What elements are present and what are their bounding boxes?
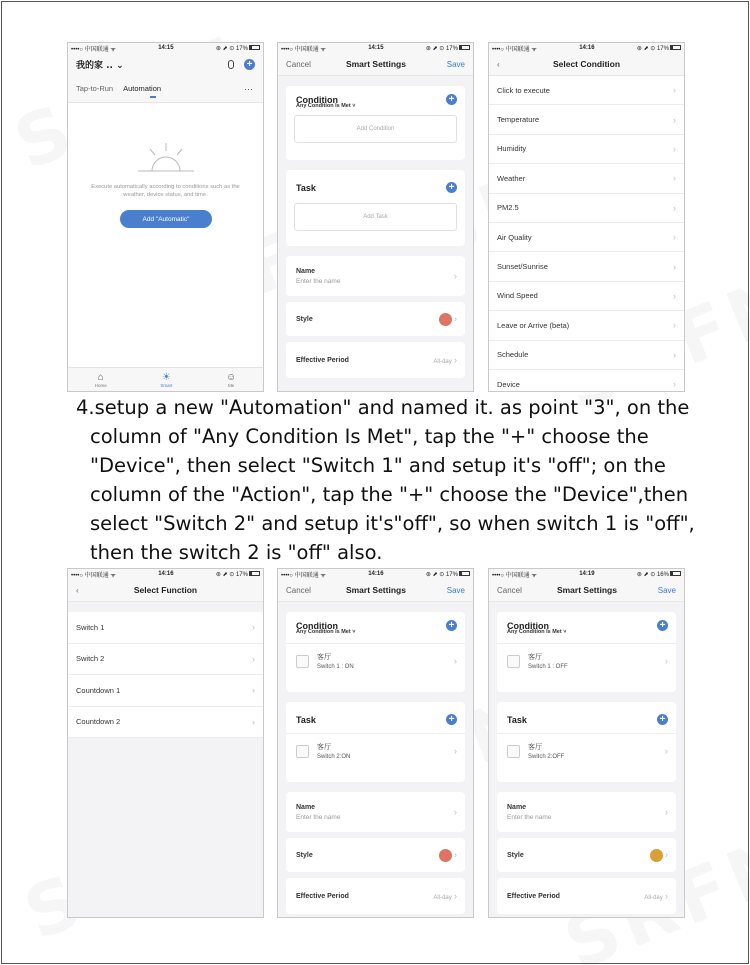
screen-select-function [67,568,264,918]
function-item-label: Switch 1 [76,622,105,632]
battery-icon [670,571,681,576]
battery-icon [459,571,470,576]
chevron-right-icon: › [665,746,668,756]
name-placeholder: Enter the name [507,813,552,821]
chevron-right-icon: › [673,85,676,96]
period-label: Effective Period [296,892,349,900]
chevron-right-icon: › [454,807,457,817]
instruction-line: select "Switch 2" and setup it's"off", so when switch 1 is "off", [90,512,695,535]
style-color-swatch [650,849,663,862]
device-state: Switch 1 : OFF [528,664,568,670]
name-placeholder: Enter the name [296,277,341,285]
condition-mode-selector[interactable]: Any Condition Is Met ˅ [296,629,356,635]
chevron-right-icon: › [454,355,457,365]
navbar [489,579,684,602]
period-value: All-day [433,359,452,365]
status-icons: ⊛ ⬈ ⊙ 17% [215,571,248,578]
period-label: Effective Period [507,892,560,900]
chevron-right-icon: › [665,807,668,817]
chevron-right-icon: › [673,320,676,331]
name-field[interactable] [286,792,465,832]
save-button[interactable]: Save [446,585,465,595]
tab-indicator [150,96,156,98]
function-item-row[interactable] [68,644,263,676]
status-bar [68,569,263,579]
device-icon [507,745,520,758]
add-automatic-button[interactable]: Add "Automatic" [120,210,212,228]
condition-item-row[interactable] [489,105,684,134]
battery-icon [249,571,260,576]
task-title: Task [296,714,316,725]
task-card [497,702,676,782]
carrier-text: ••••○ 中国联通 ᯤ [71,46,116,53]
task-device-row[interactable] [286,733,465,768]
effective-period-field[interactable] [497,878,676,914]
save-button[interactable]: Save [446,59,465,69]
nav-home[interactable] [95,372,107,388]
name-label: Name [507,803,527,811]
chevron-right-icon: › [673,232,676,243]
add-task-button[interactable]: Add Task [294,203,457,231]
status-icons: ⊛ ⬈ ⊙ 17% [425,45,458,52]
instruction-text [76,393,726,567]
empty-state [68,103,263,368]
empty-state-text: Execute automatically according to conditions such as the weather, device status, and time. [91,184,240,198]
function-item-label: Switch 2 [76,654,105,664]
status-bar [68,43,263,53]
battery-icon [670,45,681,50]
condition-item-row[interactable] [489,252,684,281]
carrier-text: ••••○ 中国联通 ᯤ [492,46,537,53]
carrier-text: ••••○ 中国联通 ᯤ [281,46,326,53]
save-button[interactable]: Save [657,585,676,595]
status-icons: ⊛ ⬈ ⊙ 17% [215,45,248,52]
more-icon[interactable]: ··· [244,83,253,94]
style-field[interactable] [286,838,465,872]
chevron-right-icon: › [673,114,676,125]
condition-item-label: Temperature [497,115,540,125]
style-label: Style [507,851,524,859]
chevron-right-icon: › [454,313,457,324]
device-state: Switch 2:OFF [528,754,565,760]
function-item-label: Countdown 1 [76,685,121,695]
screen-automation-empty [67,42,264,392]
status-time: 14:16 [579,45,595,51]
me-icon: ☺ [225,371,237,383]
status-icons: ⊛ ⬈ ⊙ 17% [425,571,458,578]
condition-item-row[interactable] [489,341,684,370]
smart-icon: ☀ [161,371,171,383]
condition-item-label: PM2.5 [497,203,519,213]
device-state: Switch 2:ON [317,754,351,760]
status-icons: ⊛ ⬈ ⊙ 16% [636,571,669,578]
chevron-right-icon: › [252,716,255,727]
page-title: Smart Settings [345,585,406,595]
function-item-row[interactable] [68,675,263,707]
add-task-icon[interactable]: + [446,182,457,193]
cancel-button[interactable]: Cancel [286,585,311,595]
name-field[interactable] [497,792,676,832]
screen-select-condition [488,42,685,392]
condition-card [497,612,676,692]
chevron-right-icon: › [454,656,457,666]
chevron-right-icon: › [665,849,668,860]
instruction-line: "Device", then select "Switch 1" and setup it's "off"; on the [90,454,666,477]
sunrise-icon [136,139,196,175]
bottom-nav [68,367,263,391]
screen-smart-settings-on [277,568,474,918]
condition-item-row[interactable] [489,164,684,193]
style-field[interactable] [497,838,676,872]
nav-smart[interactable] [160,372,172,388]
condition-item-label: Humidity [497,144,527,154]
condition-item-row[interactable] [489,282,684,311]
chevron-right-icon: › [252,685,255,696]
chevron-right-icon: › [673,202,676,213]
style-color-swatch [439,849,452,862]
task-device-row[interactable] [497,733,676,768]
chevron-right-icon: › [252,622,255,633]
page-title: Smart Settings [556,585,617,595]
task-card [286,170,465,246]
battery-icon [459,45,470,50]
navbar [278,579,473,602]
condition-item-label: Leave or Arrive (beta) [497,320,570,330]
chevron-right-icon: › [673,290,676,301]
status-time: 14:16 [368,571,384,577]
navbar [489,53,684,76]
device-name: 客厅 [528,653,542,661]
nav-me-label: Me [227,382,235,388]
condition-item-row[interactable] [489,194,684,223]
chevron-right-icon: › [673,379,676,390]
page-title: Smart Settings [345,59,406,69]
chevron-right-icon: › [673,349,676,360]
add-task-icon[interactable]: + [657,714,668,725]
chevron-right-icon: › [454,271,457,281]
name-label: Name [296,803,316,811]
condition-item-row[interactable] [489,76,684,105]
condition-title: Condition [507,620,549,631]
function-item-row[interactable] [68,612,263,644]
status-time: 14:15 [158,45,174,51]
tab-tap-to-run[interactable]: Tap-to-Run [76,84,114,93]
chevron-right-icon: › [673,173,676,184]
back-icon[interactable]: ‹ [76,585,79,595]
condition-mode-selector[interactable]: Any Condition Is Met ˅ [296,103,356,109]
condition-item-label: Click to execute [497,85,550,95]
tab-automation[interactable]: Automation [123,84,162,93]
status-time: 14:19 [579,571,595,577]
chevron-right-icon: › [665,891,668,901]
chevron-right-icon: › [665,656,668,666]
screen-smart-settings-off [488,568,685,918]
add-condition-icon[interactable]: + [446,94,457,105]
carrier-text: ••••○ 中国联通 ᯤ [281,572,326,579]
condition-item-label: Air Quality [497,232,532,242]
device-name: 客厅 [528,743,542,751]
period-label: Effective Period [296,356,349,364]
device-name: 客厅 [317,743,331,751]
device-state: Switch 1 : ON [317,664,354,670]
function-item-label: Countdown 2 [76,717,121,727]
effective-period-field[interactable] [286,342,465,378]
device-name: 客厅 [317,653,331,661]
task-title: Task [507,714,527,725]
style-label: Style [296,315,313,323]
effective-period-field[interactable] [286,878,465,914]
navbar [278,53,473,76]
back-icon[interactable]: ‹ [497,59,500,69]
chevron-right-icon: › [673,143,676,154]
nav-me[interactable] [226,372,236,388]
status-bar [278,569,473,579]
period-value: All-day [433,895,452,901]
add-condition-button[interactable]: Add Condition [294,115,457,143]
microphone-icon[interactable] [228,60,234,69]
add-condition-icon[interactable]: + [446,620,457,631]
style-field[interactable] [286,302,465,336]
condition-card [286,612,465,692]
style-label: Style [296,851,313,859]
cancel-button[interactable]: Cancel [286,59,311,69]
condition-item-label: Device [497,379,520,389]
nav-smart-label: Smart [160,382,173,388]
device-icon [296,655,309,668]
navbar [68,579,263,602]
condition-item-row[interactable] [489,135,684,164]
instruction-line: column of "Any Condition Is Met", tap the "+" choose the [90,425,649,448]
task-card [286,702,465,782]
carrier-text: ••••○ 中国联通 ᯤ [71,572,116,579]
task-title: Task [296,182,316,193]
status-time: 14:16 [158,571,174,577]
instruction-line: column of the "Action", tap the "+" choose the "Device",then [90,483,689,506]
function-item-row[interactable] [68,707,263,739]
home-icon: ⌂ [97,371,104,383]
status-bar [278,43,473,53]
status-bar [489,569,684,579]
condition-device-row[interactable] [497,643,676,678]
condition-item-label: Wind Speed [497,291,538,301]
status-icons: ⊛ ⬈ ⊙ 17% [636,45,669,52]
condition-item-label: Schedule [497,350,529,360]
device-icon [507,655,520,668]
name-placeholder: Enter the name [296,813,341,821]
chevron-right-icon: › [454,891,457,901]
device-icon [296,745,309,758]
condition-card [286,86,465,160]
status-bar [489,43,684,53]
name-label: Name [296,267,316,275]
add-condition-icon[interactable]: + [657,620,668,631]
condition-title: Condition [296,94,338,105]
condition-device-row[interactable] [286,643,465,678]
name-field[interactable] [286,256,465,296]
screen-smart-settings-empty [277,42,474,392]
condition-item-row[interactable] [489,311,684,340]
cancel-button[interactable]: Cancel [497,585,522,595]
chevron-right-icon: › [252,653,255,664]
function-list [68,612,263,738]
condition-list [489,76,684,392]
condition-item-label: Sunset/Sunrise [497,262,548,272]
condition-mode-selector[interactable]: Any Condition Is Met ˅ [507,629,567,635]
page-title: Select Condition [552,59,621,69]
carrier-text: ••••○ 中国联通 ᯤ [492,572,537,579]
condition-title: Condition [296,620,338,631]
nav-home-label: Home [94,382,107,388]
chevron-right-icon: › [673,261,676,272]
condition-item-label: Weather [497,173,526,183]
style-color-swatch [439,313,452,326]
battery-icon [249,45,260,50]
chevron-right-icon: › [454,849,457,860]
page-title: Select Function [133,585,198,595]
period-value: All-day [644,895,663,901]
status-time: 14:15 [368,45,384,51]
home-selector[interactable]: 我的家 .. ⌄ [76,60,124,71]
instruction-line: 4.setup a new "Automation" and named it. as point "3", on the [76,396,690,419]
add-task-icon[interactable]: + [446,714,457,725]
instruction-line: then the switch 2 is "off" also. [90,541,383,564]
condition-item-row[interactable] [489,370,684,392]
add-icon[interactable]: + [244,59,255,70]
chevron-right-icon: › [454,746,457,756]
condition-item-row[interactable] [489,223,684,252]
